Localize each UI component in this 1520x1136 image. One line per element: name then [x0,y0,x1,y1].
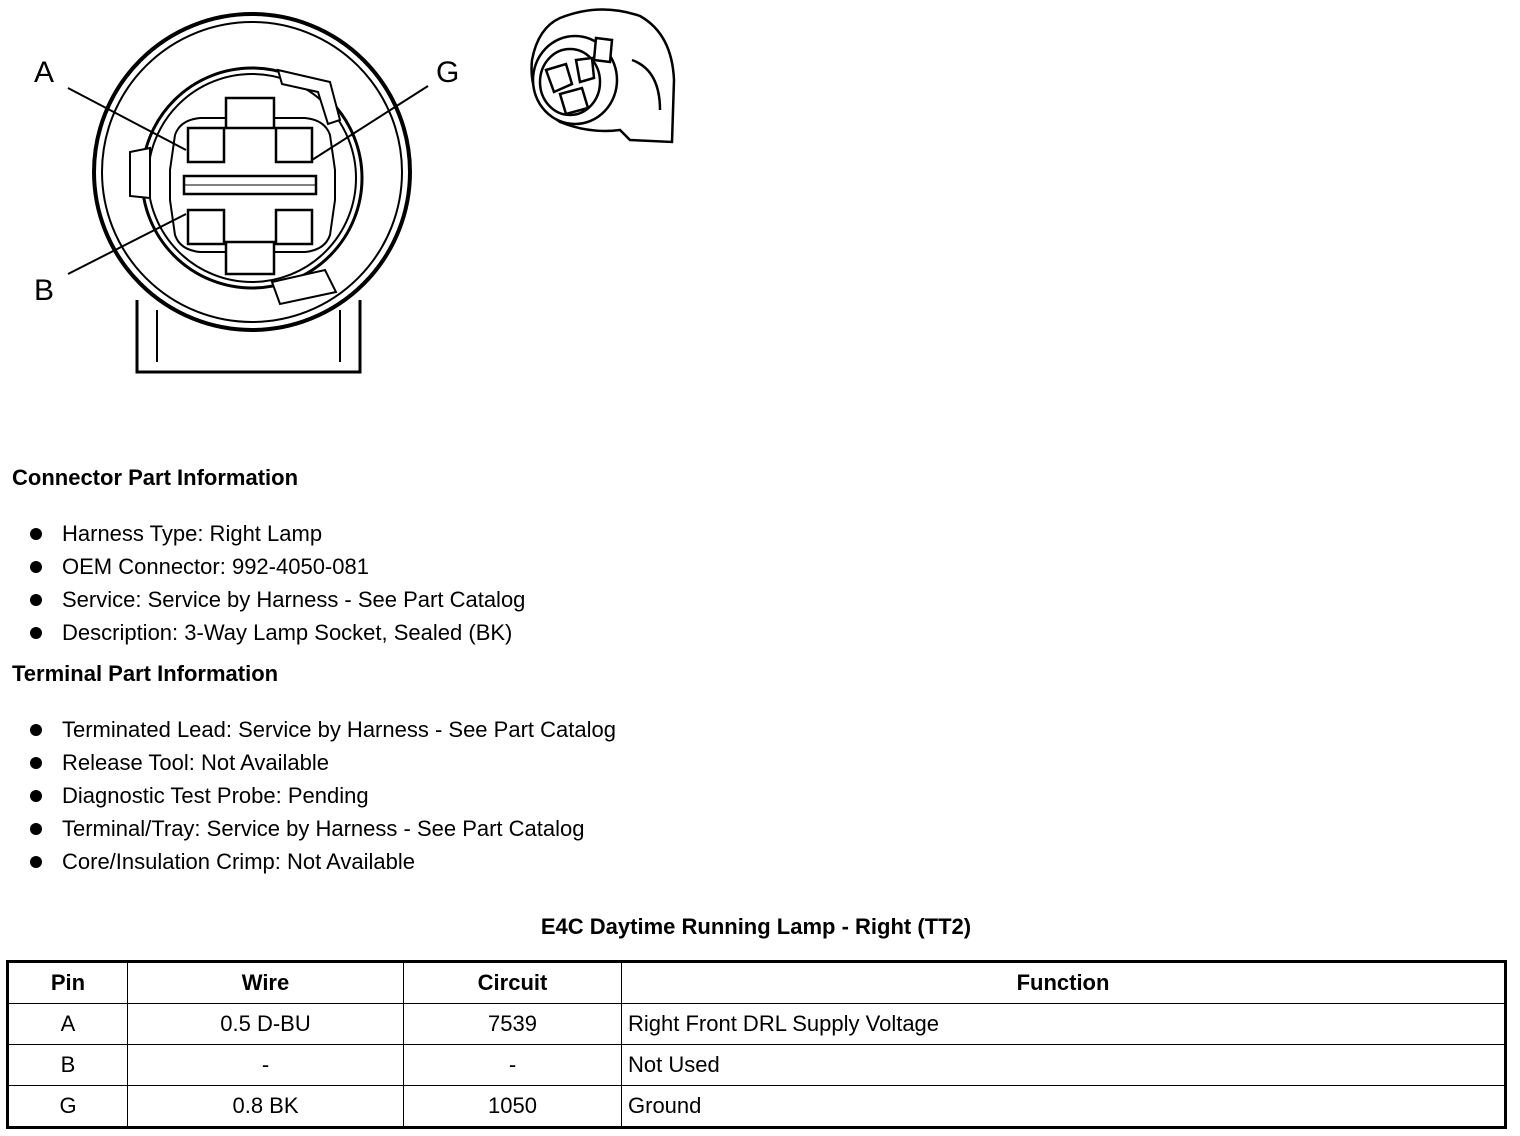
header-function: Function [622,962,1506,1004]
cell-function: Ground [622,1086,1506,1128]
header-wire: Wire [128,962,404,1004]
list-item-text: Diagnostic Test Probe: Pending [62,783,369,808]
list-item-text: Core/Insulation Crimp: Not Available [62,849,415,874]
cell-circuit: 7539 [404,1004,622,1045]
bullet-icon [30,856,42,868]
list-item [28,517,525,550]
list-item [28,746,616,779]
table-title: E4C Daytime Running Lamp - Right (TT2) [540,914,972,939]
cell-pin: G [8,1086,128,1128]
list-item [28,713,616,746]
terminal-info-list [28,713,616,878]
cell-pin: B [8,1045,128,1086]
cell-wire: 0.8 BK [128,1086,404,1128]
bullet-icon [30,528,42,540]
header-circuit: Circuit [404,962,622,1004]
list-item-text: Service: Service by Harness - See Part Catalog [62,587,526,612]
pin-label-b: B [34,274,55,307]
cell-wire: 0.5 D-BU [128,1004,404,1045]
connector-info-list [28,517,525,649]
cell-function: Not Used [622,1045,1506,1086]
bullet-icon [30,757,42,769]
connector-face-drawing [0,0,700,400]
list-item-text: Harness Type: Right Lamp [62,521,323,546]
cell-circuit: 1050 [404,1086,622,1128]
table-row [8,1045,1506,1086]
header-pin: Pin [8,962,128,1004]
bullet-icon [30,627,42,639]
bullet-icon [30,561,42,573]
cell-pin: A [8,1004,128,1045]
list-item [28,583,525,616]
pin-label-g: G [436,56,460,89]
list-item [28,812,616,845]
terminal-part-info-heading: Terminal Part Information [12,661,279,686]
connector-part-info-heading: Connector Part Information [12,465,299,490]
bullet-icon [30,823,42,835]
pinout-table [6,960,1507,1129]
bullet-icon [30,790,42,802]
table-header-row [8,962,1506,1004]
list-item [28,845,616,878]
list-item-text: Release Tool: Not Available [62,750,330,775]
pin-label-a: A [34,56,55,89]
list-item-text: OEM Connector: 992-4050-081 [62,554,369,579]
bullet-icon [30,594,42,606]
bullet-icon [30,724,42,736]
list-item [28,550,525,583]
cell-function: Right Front DRL Supply Voltage [622,1004,1506,1045]
list-item-text: Terminated Lead: Service by Harness - See Part Catalog [62,717,616,742]
table-row [8,1086,1506,1128]
cell-circuit: - [404,1045,622,1086]
list-item [28,616,525,649]
list-item-text: Description: 3-Way Lamp Socket, Sealed (BK) [62,620,513,645]
list-item [28,779,616,812]
list-item-text: Terminal/Tray: Service by Harness - See Part Catalog [62,816,585,841]
table-row [8,1004,1506,1045]
cell-wire: - [128,1045,404,1086]
